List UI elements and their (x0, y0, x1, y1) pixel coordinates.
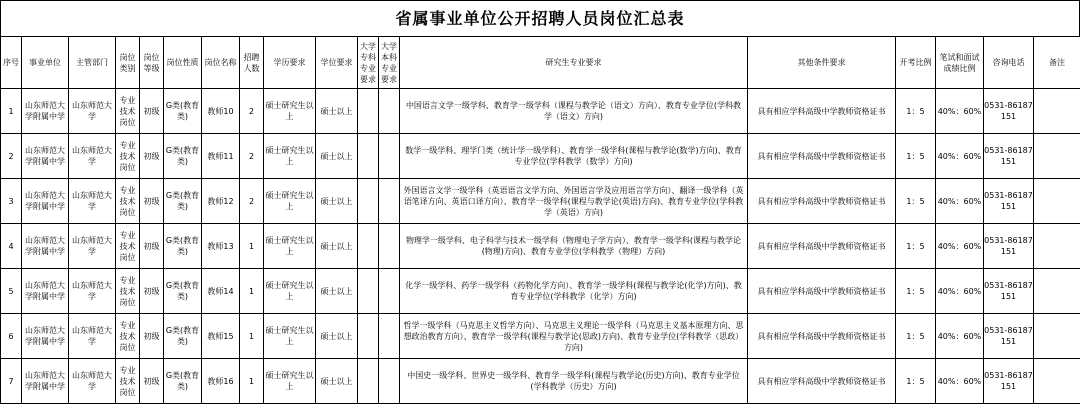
cell-edu: 硕士研究生以上 (264, 134, 316, 179)
table-title: 省属事业单位公开招聘人员岗位汇总表 (0, 0, 1080, 36)
cell-unit: 山东师范大学附属中学 (22, 89, 69, 134)
cell-unit: 山东师范大学附属中学 (22, 134, 69, 179)
cell-score: 40%：60% (936, 179, 984, 224)
cell-other: 具有相应学科高级中学教师资格证书 (748, 134, 896, 179)
cell-unit: 山东师范大学附属中学 (22, 269, 69, 314)
cell-count: 2 (240, 89, 264, 134)
cell-bachelor-major (379, 89, 400, 134)
header-degree: 学位要求 (316, 37, 358, 89)
cell-ratio: 1：5 (896, 359, 936, 404)
positions-table (0, 36, 1080, 404)
cell-degree: 硕士以上 (316, 224, 358, 269)
cell-score: 40%：60% (936, 134, 984, 179)
cell-nature: G类(教育类) (164, 89, 202, 134)
cell-phone: 0531-86187151 (984, 224, 1034, 269)
table-row (1, 224, 1080, 269)
cell-junior-major (358, 134, 379, 179)
cell-bachelor-major (379, 359, 400, 404)
header-other: 其他条件要求 (748, 37, 896, 89)
cell-other: 具有相应学科高级中学教师资格证书 (748, 89, 896, 134)
cell-note (1034, 134, 1080, 179)
cell-score: 40%：60% (936, 89, 984, 134)
header-count: 招聘人数 (240, 37, 264, 89)
cell-position-name: 教师12 (202, 179, 240, 224)
cell-position-name: 教师10 (202, 89, 240, 134)
header-level: 岗位等级 (140, 37, 164, 89)
cell-bachelor-major (379, 314, 400, 359)
cell-phone: 0531-86187151 (984, 314, 1034, 359)
header-grad-major: 研究生专业要求 (400, 37, 748, 89)
cell-level: 初级 (140, 179, 164, 224)
cell-level: 初级 (140, 314, 164, 359)
cell-junior-major (358, 179, 379, 224)
header-bachelor-major: 大学本科专业要求 (379, 37, 400, 89)
cell-ratio: 1：5 (896, 179, 936, 224)
cell-bachelor-major (379, 179, 400, 224)
cell-category: 专业技术岗位 (116, 359, 140, 404)
cell-position-name: 教师16 (202, 359, 240, 404)
cell-dept: 山东师范大学 (69, 359, 116, 404)
cell-note (1034, 179, 1080, 224)
table-row (1, 269, 1080, 314)
cell-level: 初级 (140, 89, 164, 134)
cell-unit: 山东师范大学附属中学 (22, 314, 69, 359)
table-row (1, 179, 1080, 224)
cell-level: 初级 (140, 224, 164, 269)
cell-position-name: 教师15 (202, 314, 240, 359)
cell-unit: 山东师范大学附属中学 (22, 224, 69, 269)
cell-bachelor-major (379, 224, 400, 269)
table-row (1, 314, 1080, 359)
cell-unit: 山东师范大学附属中学 (22, 359, 69, 404)
cell-degree: 硕士以上 (316, 134, 358, 179)
cell-grad-major: 中国语言文学一级学科、教育学一级学科（课程与教学论（语文）方向）、教育专业学位(学科教学（语文）方向) (400, 89, 748, 134)
table-row (1, 134, 1080, 179)
cell-ratio: 1：5 (896, 269, 936, 314)
cell-nature: G类(教育类) (164, 224, 202, 269)
cell-degree: 硕士以上 (316, 269, 358, 314)
cell-dept: 山东师范大学 (69, 269, 116, 314)
cell-category: 专业技术岗位 (116, 269, 140, 314)
cell-nature: G类(教育类) (164, 314, 202, 359)
cell-edu: 硕士研究生以上 (264, 314, 316, 359)
cell-position-name: 教师13 (202, 224, 240, 269)
cell-bachelor-major (379, 134, 400, 179)
cell-category: 专业技术岗位 (116, 134, 140, 179)
cell-other: 具有相应学科高级中学教师资格证书 (748, 314, 896, 359)
cell-nature: G类(教育类) (164, 359, 202, 404)
cell-dept: 山东师范大学 (69, 224, 116, 269)
cell-level: 初级 (140, 359, 164, 404)
cell-nature: G类(教育类) (164, 179, 202, 224)
header-edu: 学历要求 (264, 37, 316, 89)
cell-other: 具有相应学科高级中学教师资格证书 (748, 269, 896, 314)
cell-dept: 山东师范大学 (69, 179, 116, 224)
cell-count: 2 (240, 134, 264, 179)
header-unit: 事业单位 (22, 37, 69, 89)
cell-note (1034, 269, 1080, 314)
cell-grad-major: 数学一级学科、理学门类（统计学一级学科）、教育学一级学科(课程与教学论(数学)方向)、教育专业学位(学科教学（数学）方向) (400, 134, 748, 179)
cell-position-name: 教师14 (202, 269, 240, 314)
cell-degree: 硕士以上 (316, 179, 358, 224)
cell-note (1034, 314, 1080, 359)
cell-phone: 0531-86187151 (984, 179, 1034, 224)
header-nature: 岗位性质 (164, 37, 202, 89)
cell-phone: 0531-86187151 (984, 89, 1034, 134)
cell-category: 专业技术岗位 (116, 89, 140, 134)
cell-no: 1 (1, 89, 22, 134)
cell-count: 1 (240, 359, 264, 404)
cell-category: 专业技术岗位 (116, 314, 140, 359)
cell-no: 6 (1, 314, 22, 359)
cell-count: 1 (240, 269, 264, 314)
cell-junior-major (358, 224, 379, 269)
header-no: 序号 (1, 37, 22, 89)
cell-no: 2 (1, 134, 22, 179)
cell-phone: 0531-86187151 (984, 134, 1034, 179)
cell-grad-major: 外国语言文学一级学科（英语语言文学方向、外国语言学及应用语言学方向）、翻译一级学科（英语笔译方向、英语口译方向）、教育学一级学科(课程与教学论(英语)方向)、教育专业学位(学科教学（英语）方向) (400, 179, 748, 224)
cell-ratio: 1：5 (896, 224, 936, 269)
cell-dept: 山东师范大学 (69, 314, 116, 359)
cell-grad-major: 物理学一级学科、电子科学与技术一级学科（物理电子学方向）、教育学一级学科(课程与教学论(物理)方向)、教育专业学位(学科教学（物理）方向) (400, 224, 748, 269)
cell-count: 2 (240, 179, 264, 224)
cell-no: 4 (1, 224, 22, 269)
cell-grad-major: 哲学一级学科（马克思主义哲学方向）、马克思主义理论一级学科（马克思主义基本原理方向、思想政治教育方向）、教育学一级学科(课程与教学论(思政)方向)、教育专业学位(学科教学（思政）方向) (400, 314, 748, 359)
cell-junior-major (358, 314, 379, 359)
cell-grad-major: 化学一级学科、药学一级学科（药物化学方向）、教育学一级学科(课程与教学论(化学)方向)、教育专业学位(学科教学（化学）方向) (400, 269, 748, 314)
table-row (1, 359, 1080, 404)
cell-note (1034, 359, 1080, 404)
header-junior-major: 大学专科专业要求 (358, 37, 379, 89)
cell-dept: 山东师范大学 (69, 134, 116, 179)
cell-edu: 硕士研究生以上 (264, 89, 316, 134)
cell-degree: 硕士以上 (316, 89, 358, 134)
header-ratio: 开考比例 (896, 37, 936, 89)
cell-score: 40%：60% (936, 269, 984, 314)
header-row (1, 37, 1080, 89)
cell-nature: G类(教育类) (164, 269, 202, 314)
header-phone: 咨询电话 (984, 37, 1034, 89)
cell-phone: 0531-86187151 (984, 269, 1034, 314)
cell-ratio: 1：5 (896, 314, 936, 359)
cell-category: 专业技术岗位 (116, 224, 140, 269)
cell-dept: 山东师范大学 (69, 89, 116, 134)
header-name: 岗位名称 (202, 37, 240, 89)
cell-junior-major (358, 89, 379, 134)
cell-edu: 硕士研究生以上 (264, 359, 316, 404)
cell-unit: 山东师范大学附属中学 (22, 179, 69, 224)
cell-position-name: 教师11 (202, 134, 240, 179)
cell-score: 40%：60% (936, 359, 984, 404)
cell-count: 1 (240, 314, 264, 359)
cell-no: 7 (1, 359, 22, 404)
cell-ratio: 1：5 (896, 89, 936, 134)
cell-degree: 硕士以上 (316, 314, 358, 359)
header-score: 笔试和面试成绩比例 (936, 37, 984, 89)
cell-junior-major (358, 269, 379, 314)
cell-edu: 硕士研究生以上 (264, 269, 316, 314)
cell-nature: G类(教育类) (164, 134, 202, 179)
table-row (1, 89, 1080, 134)
cell-score: 40%：60% (936, 224, 984, 269)
cell-other: 具有相应学科高级中学教师资格证书 (748, 179, 896, 224)
cell-no: 5 (1, 269, 22, 314)
cell-ratio: 1：5 (896, 134, 936, 179)
cell-level: 初级 (140, 134, 164, 179)
cell-note (1034, 89, 1080, 134)
header-category: 岗位类别 (116, 37, 140, 89)
cell-other: 具有相应学科高级中学教师资格证书 (748, 224, 896, 269)
cell-category: 专业技术岗位 (116, 179, 140, 224)
cell-phone: 0531-86187151 (984, 359, 1034, 404)
cell-other: 具有相应学科高级中学教师资格证书 (748, 359, 896, 404)
cell-edu: 硕士研究生以上 (264, 224, 316, 269)
cell-count: 1 (240, 224, 264, 269)
cell-level: 初级 (140, 269, 164, 314)
cell-bachelor-major (379, 269, 400, 314)
cell-no: 3 (1, 179, 22, 224)
cell-grad-major: 中国史一级学科、世界史一级学科、教育学一级学科(课程与教学论(历史)方向)、教育专业学位(学科教学（历史）方向) (400, 359, 748, 404)
cell-note (1034, 224, 1080, 269)
header-dept: 主管部门 (69, 37, 116, 89)
cell-edu: 硕士研究生以上 (264, 179, 316, 224)
header-note: 备注 (1034, 37, 1080, 89)
cell-score: 40%：60% (936, 314, 984, 359)
cell-junior-major (358, 359, 379, 404)
cell-degree: 硕士以上 (316, 359, 358, 404)
